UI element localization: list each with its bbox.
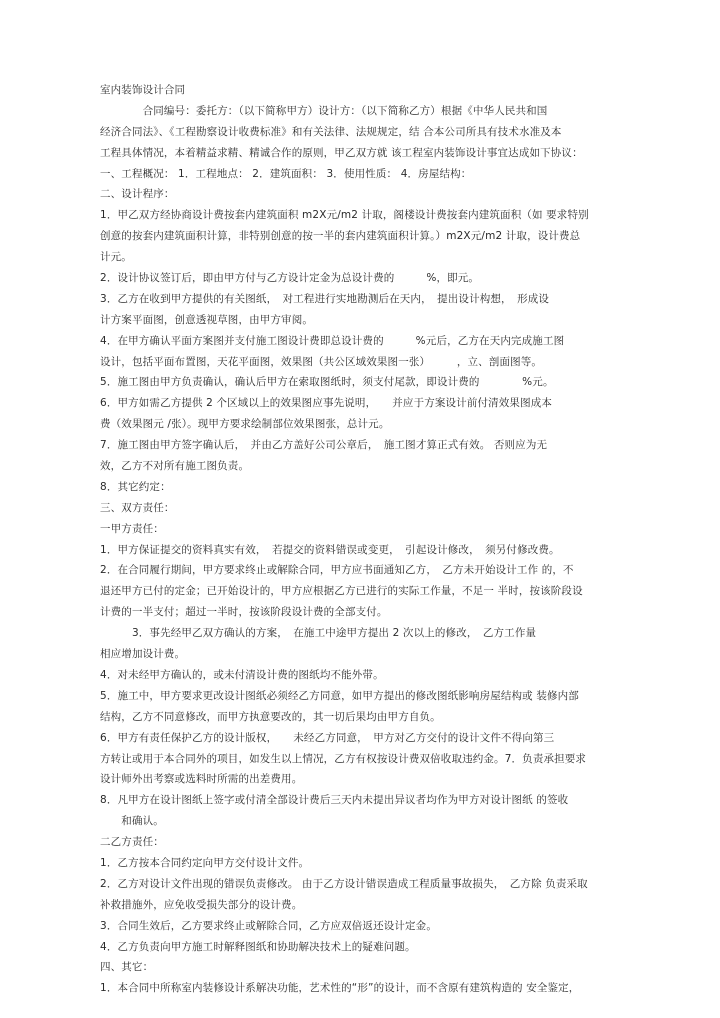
- text-line: 1．甲乙双方经协商设计费按套内建筑面积 m2X元/m2 计取，阁楼设计费按套内建筑面积（如 要求特别: [100, 209, 589, 222]
- text-line: 3．乙方在收到甲方提供的有关图纸， 对工程进行实地勘测后在天内， 提出设计构想， 形成设: [100, 292, 550, 305]
- text-line: 1．乙方按本合同约定向甲方交付设计文件。: [100, 856, 310, 869]
- text-line: 一甲方责任：: [100, 522, 164, 535]
- text-line: 二、设计程序：: [100, 188, 175, 201]
- text-line: 二乙方责任：: [100, 836, 164, 849]
- text-line: 1．本合同中所称室内装修设计系解决功能，艺术性的“形”的设计，而不含原有建筑构造的 安全鉴定，: [100, 982, 580, 995]
- text-line: 4．乙方负责向甲方施工时解释图纸和协助解决技术上的疑难问题。: [100, 940, 416, 953]
- text-line: 方转让或用于本合同外的项目，如发生以上情况，乙方有权按设计费双倍收取违约金。7．负责承担要求: [100, 752, 587, 765]
- text-line: 8．凡甲方在设计图纸上签字或付清全部设计费后三天内未提出异议者均作为甲方对设计图纸 的签收: [100, 794, 569, 807]
- text-line: 合同编号：委托方：（以下简称甲方）设计方：（以下简称乙方）根据《中华人民共和国: [100, 104, 548, 117]
- text-line: 1．甲方保证提交的资料真实有效， 若提交的资料错误或变更， 引起设计修改， 须另付修改费。: [100, 543, 560, 556]
- text-line: 工程具体情况，本着精益求精、精诚合作的原则，甲乙双方就 该工程室内装饰设计事宜达成如下协议：: [100, 146, 583, 159]
- text-line: 2．设计协议签订后，即由甲方付与乙方设计定金为总设计费的 %，即元。: [100, 272, 480, 285]
- text-line: 3．事先经甲乙双方确认的方案， 在施工中途甲方提出 2 次以上的修改， 乙方工作量: [100, 627, 537, 640]
- text-line: 6．甲方如需乙方提供 2 个区域以上的效果图应事先说明， 并应于方案设计前付清效果图成本: [100, 397, 553, 410]
- text-line: 费（效果图元 /张）。现甲方要求绘制部位效果图张，总计元。: [100, 418, 390, 431]
- text-line: 设计师外出考察或选料时所需的出差费用。: [100, 773, 303, 786]
- text-line: 4．对未经甲方确认的，或未付清设计费的图纸均不能外带。: [100, 668, 384, 681]
- text-line: 2．乙方对设计文件出现的错误负责修改。 由于乙方设计错误造成工程质量事故损失， 乙方除 负责采取: [100, 877, 588, 890]
- text-line: 补救措施外，应免收受损失部分的设计费。: [100, 898, 303, 911]
- text-line: 设计，包括平面布置图，天花平面图，效果图（共公区域效果图一张） ，立、剖面图等。: [100, 355, 543, 368]
- text-line: 5．施工图由甲方负责确认，确认后甲方在索取图纸时，须支付尾款，即设计费的 %元。: [100, 376, 554, 389]
- text-line: 效，乙方不对所有施工图负责。: [100, 460, 250, 473]
- document-title: 室内装饰设计合同: [100, 84, 186, 96]
- text-line: 和确认。: [100, 815, 164, 828]
- text-line: 退还甲方已付的定金；已开始设计的，甲方应根据乙方已进行的实际工作量，不足一 半时，按该阶段设: [100, 585, 583, 598]
- text-line: 计方案平面图，创意透视草图，由甲方审阅。: [100, 313, 313, 326]
- contract-body: [100, 80, 628, 999]
- text-line: 经济合同法》、《工程勘察设计收费标准》和有关法律、法规规定，结 合本公司所具有技术水准及本: [100, 125, 562, 138]
- text-line: 4．在甲方确认平面方案图并支付施工图设计费即总设计费的 %元后，乙方在天内完成施工图: [100, 334, 565, 347]
- text-line: 结构，乙方不同意修改，而甲方执意要改的，其一切后果均由甲方自负。: [100, 710, 441, 723]
- text-line: 计元。: [100, 251, 132, 264]
- text-line: 创意的按套内建筑面积计算，非特别创意的按一半的套内建筑面积计算。）m2X元/m2 计取，设计费总: [100, 230, 581, 243]
- text-line: 一、工程概况： 1．工程地点： 2．建筑面积： 3．使用性质： 4．房屋结构：: [100, 167, 472, 180]
- text-line: 四、其它：: [100, 961, 154, 974]
- text-line: 8．其它约定：: [100, 480, 171, 493]
- text-line: 6．甲方有责任保护乙方的设计版权， 未经乙方同意， 甲方对乙方交付的设计文件不得向第三: [100, 731, 555, 744]
- text-line: 2．在合同履行期间，甲方要求终止或解除合同，甲方应书面通知乙方， 乙方未开始设计工作 的，不: [100, 564, 574, 577]
- text-line: 5．施工中，甲方要求更改设计图纸必须经乙方同意，如甲方提出的修改图纸影响房屋结构或 装修内部: [100, 689, 579, 702]
- text-line: 相应增加设计费。: [100, 648, 186, 661]
- text-line: 3．合同生效后，乙方要求终止或解除合同，乙方应双倍返还设计定金。: [100, 919, 437, 932]
- text-line: 三、双方责任：: [100, 501, 175, 514]
- text-line: 计费的一半支付；超过一半时，按该阶段设计费的全部支付。: [100, 606, 388, 619]
- text-line: 7．施工图由甲方签字确认后， 并由乙方盖好公司公章后， 施工图才算正式有效。 否则应为无: [100, 439, 548, 452]
